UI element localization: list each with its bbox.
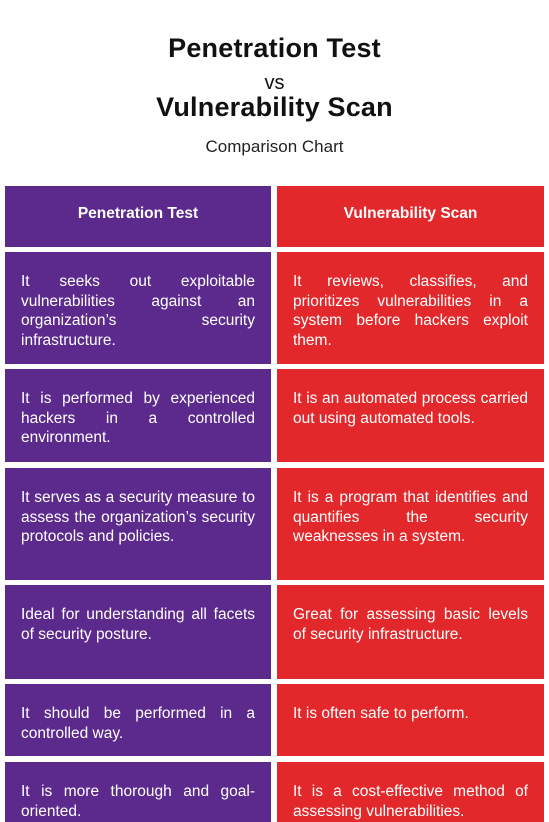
column-header-vulnerability-scan: Vulnerability Scan bbox=[277, 186, 544, 247]
row-3-penetration-test: It serves as a security measure to assess the organization’s security protocols and policies. bbox=[5, 468, 271, 580]
row-4-vulnerability-scan: Great for assessing basic levels of security infrastructure. bbox=[277, 585, 544, 679]
row-6-vulnerability-scan: It is a cost-effective method of assessing vulnerabilities. bbox=[277, 762, 544, 822]
title-vulnerability-scan: Vulnerability Scan bbox=[156, 92, 393, 122]
row-2-vulnerability-scan: It is an automated process carried out using automated tools. bbox=[277, 369, 544, 462]
row-5-vulnerability-scan: It is often safe to perform. bbox=[277, 684, 544, 756]
row-1-penetration-test: It seeks out exploitable vulnerabilities against an organization’s security infrastructure. bbox=[5, 252, 271, 364]
row-2-penetration-test: It is performed by experienced hackers in a controlled environment. bbox=[5, 369, 271, 462]
row-3-vulnerability-scan: It is a program that identifies and quantifies the security weaknesses in a system. bbox=[277, 468, 544, 580]
subtitle: Comparison Chart bbox=[205, 137, 344, 156]
row-4-penetration-test: Ideal for understanding all facets of security posture. bbox=[5, 585, 271, 679]
title-penetration-test: Penetration Test bbox=[168, 33, 381, 63]
row-6-penetration-test: It is more thorough and goal-oriented. bbox=[5, 762, 271, 822]
column-header-penetration-test: Penetration Test bbox=[5, 186, 271, 247]
title-vs: vs bbox=[264, 72, 285, 94]
row-1-vulnerability-scan: It reviews, classifies, and prioritizes vulnerabilities in a system before hackers exploit them. bbox=[277, 252, 544, 364]
chart-header bbox=[0, 0, 549, 186]
row-5-penetration-test: It should be performed in a controlled way. bbox=[5, 684, 271, 756]
